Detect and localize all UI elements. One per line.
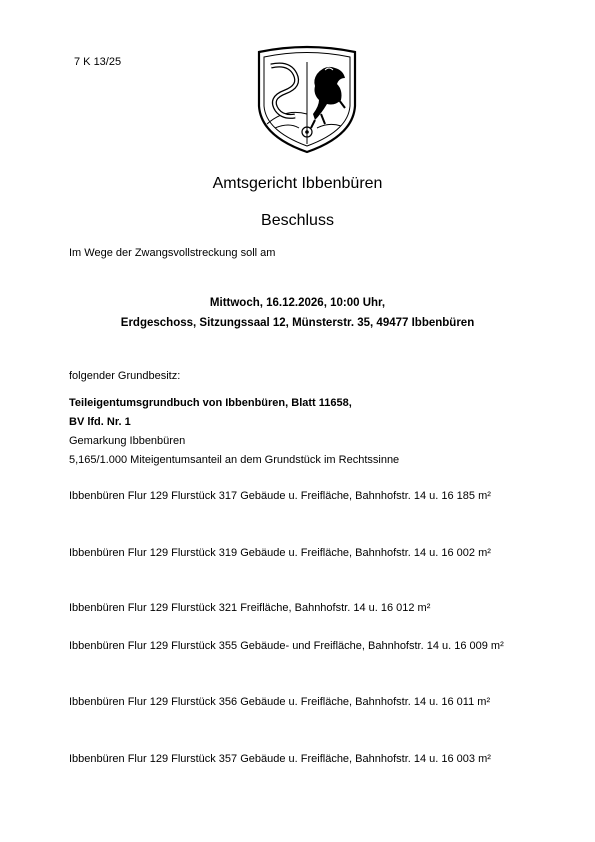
parcel-item: Ibbenbüren Flur 129 Flurstück 321 Freifläche, Bahnhofstr. 14 u. 16 012 m² — [69, 602, 431, 614]
parcel-item: Ibbenbüren Flur 129 Flurstück 355 Gebäude- und Freifläche, Bahnhofstr. 14 u. 16 009 m² — [69, 640, 504, 652]
hearing-date: Mittwoch, 16.12.2026, 10:00 Uhr, — [209, 297, 386, 309]
property-details — [69, 394, 539, 470]
hearing-location: Erdgeschoss, Sitzungssaal 12, Münsterstr. 35, 49477 Ibbenbüren — [120, 317, 475, 329]
parcel-item: Ibbenbüren Flur 129 Flurstück 319 Gebäude u. Freifläche, Bahnhofstr. 14 u. 16 002 m² — [69, 547, 491, 559]
gemarkung: Gemarkung Ibbenbüren — [69, 435, 186, 447]
document-title: Beschluss — [261, 212, 334, 229]
coat-of-arms-icon — [255, 44, 359, 154]
parcel-item: Ibbenbüren Flur 129 Flurstück 356 Gebäude u. Freifläche, Bahnhofstr. 14 u. 16 011 m² — [69, 696, 491, 708]
court-name: Amtsgericht Ibbenbüren — [212, 175, 383, 192]
parcel-item: Ibbenbüren Flur 129 Flurstück 317 Gebäude u. Freifläche, Bahnhofstr. 14 u. 16 185 m² — [69, 490, 491, 502]
property-lead: folgender Grundbesitz: — [69, 370, 181, 382]
parcel-item: Ibbenbüren Flur 129 Flurstück 357 Gebäude u. Freifläche, Bahnhofstr. 14 u. 16 003 m² — [69, 753, 491, 765]
land-register: Teileigentumsgrundbuch von Ibbenbüren, Blatt 11658, — [69, 397, 352, 409]
intro-text: Im Wege der Zwangsvollstreckung soll am — [69, 247, 276, 259]
ownership-share: 5,165/1.000 Miteigentumsanteil an dem Grundstück im Rechtssinne — [69, 454, 400, 466]
case-number: 7 K 13/25 — [74, 56, 122, 68]
bv-number: BV lfd. Nr. 1 — [69, 416, 131, 428]
